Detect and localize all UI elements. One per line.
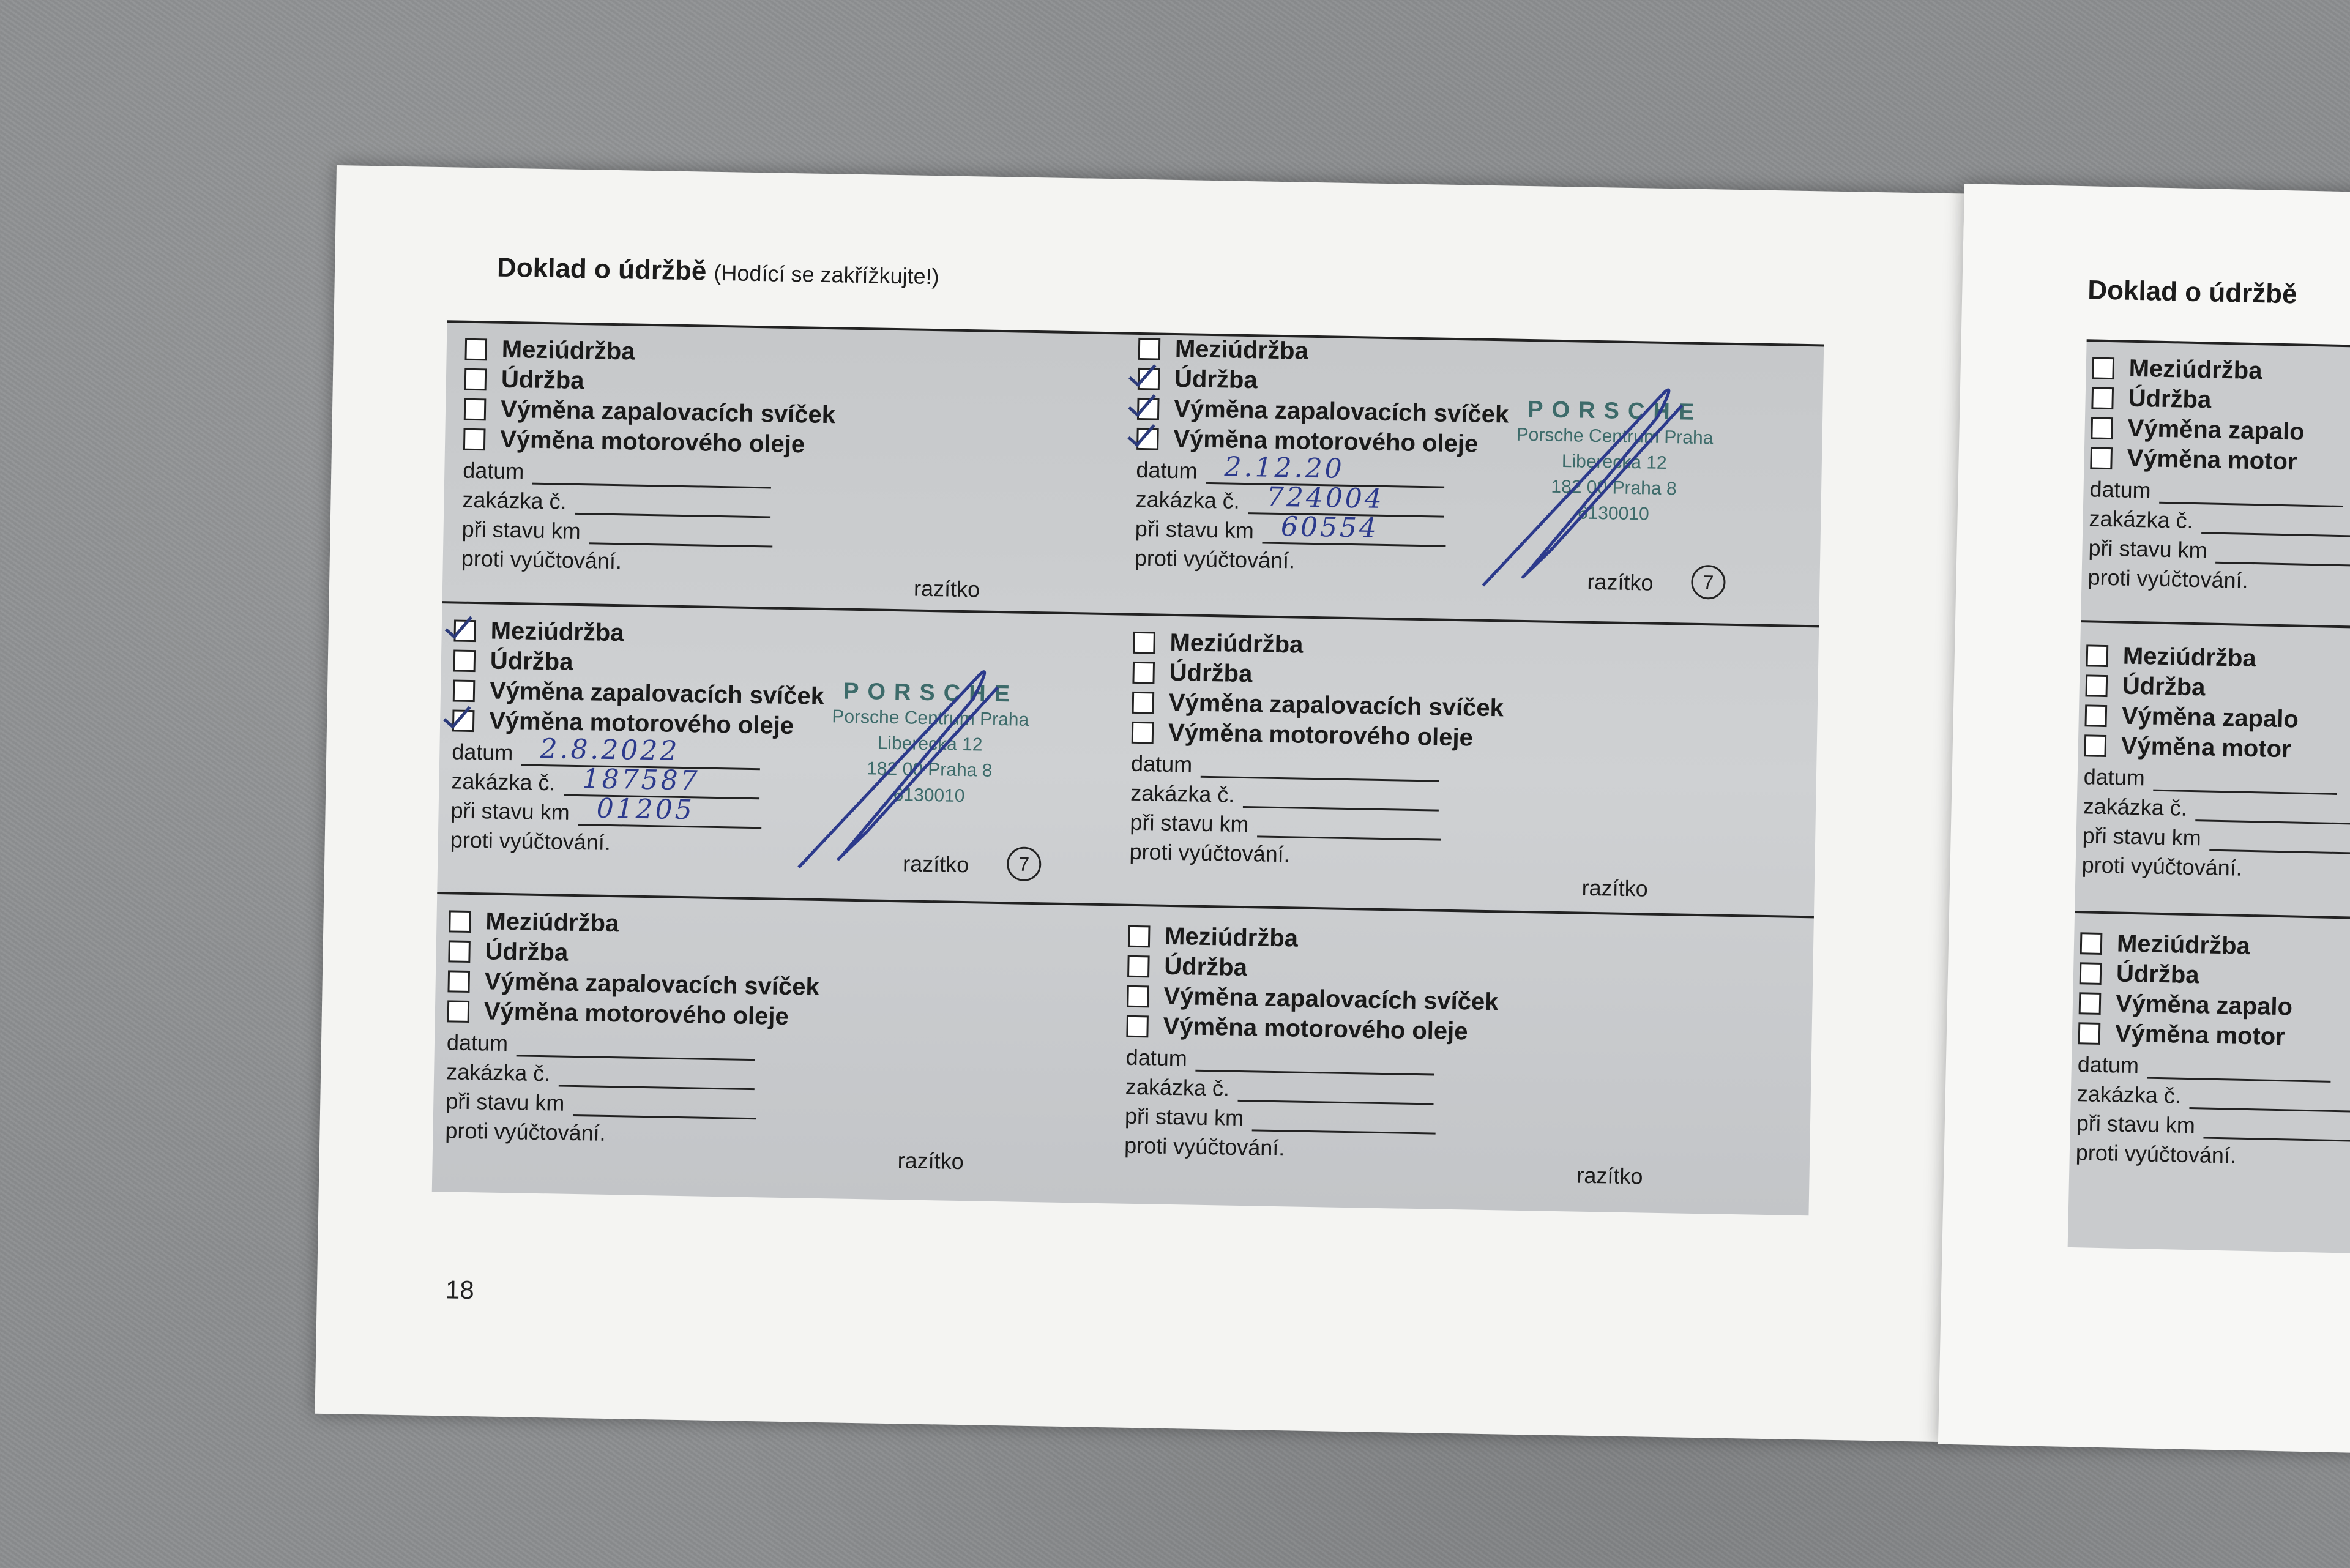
field-input[interactable] xyxy=(1238,1079,1434,1105)
field-label: datum xyxy=(2083,764,2146,791)
checkbox-row[interactable] xyxy=(1128,922,1299,953)
checkbox[interactable] xyxy=(1132,691,1155,714)
checkbox-row[interactable] xyxy=(2080,959,2199,989)
right-maintenance-form xyxy=(2068,339,2350,1255)
field-input[interactable] xyxy=(559,1064,755,1091)
stamp-line3: 182 00 Praha 8 xyxy=(1551,476,1677,499)
field-row xyxy=(446,1088,757,1119)
checkbox[interactable] xyxy=(2091,417,2113,439)
checkbox[interactable] xyxy=(464,398,487,420)
field-label: proti vyúčtování. xyxy=(2081,852,2243,881)
field-row xyxy=(1130,810,1441,841)
checkbox[interactable] xyxy=(2084,704,2107,727)
field-label: datum xyxy=(2089,476,2152,503)
field-label: proti vyúčtování. xyxy=(2075,1140,2237,1168)
handwritten-value: 01205 xyxy=(596,793,695,826)
checkbox[interactable] xyxy=(449,910,471,933)
field-label: datum xyxy=(451,739,513,766)
checkbox[interactable] xyxy=(1132,721,1154,744)
field-row xyxy=(1125,1103,1436,1135)
checkbox-row[interactable] xyxy=(464,335,635,366)
checkbox-row[interactable] xyxy=(1127,952,1247,982)
checkbox-row[interactable] xyxy=(2086,641,2256,673)
field-label: zakázka č. xyxy=(2076,1081,2182,1108)
field-row xyxy=(447,1029,756,1061)
field-row xyxy=(2077,1051,2331,1083)
checkbox-label: Meziúdržba xyxy=(2128,354,2262,385)
field-label: zakázka č. xyxy=(451,768,556,796)
field-label: zakázka č. xyxy=(1125,1073,1230,1101)
checkbox[interactable] xyxy=(2084,734,2106,757)
checkbox-row[interactable] xyxy=(1138,335,1309,365)
checkbox-label: Meziúdržba xyxy=(501,335,635,365)
checkbox-label: Výměna motor xyxy=(2127,444,2297,476)
maintenance-form xyxy=(432,320,1824,1215)
checkbox[interactable] xyxy=(2079,992,2102,1015)
field-row xyxy=(2076,1081,2350,1113)
field-label: při stavu km xyxy=(461,516,581,544)
service-record-block xyxy=(1128,629,1745,908)
field-label: datum xyxy=(446,1029,509,1056)
field-label: proti vyúčtování. xyxy=(2087,564,2249,593)
checkbox-label: Údržba xyxy=(1174,365,1258,394)
field-input[interactable] xyxy=(2195,799,2350,825)
field-label: při stavu km xyxy=(445,1088,565,1116)
field-row xyxy=(445,1118,606,1146)
right-service-record-block xyxy=(2081,641,2350,924)
checkbox-label: Údržba xyxy=(485,938,569,966)
field-label: proti vyúčtování. xyxy=(1124,1132,1285,1161)
field-label: při stavu km xyxy=(2082,823,2202,851)
checkbox-label: Výměna motorového oleje xyxy=(488,707,794,740)
field-row xyxy=(2089,506,2350,537)
stamp-brand: PORSCHE xyxy=(1527,397,1703,426)
field-input[interactable] xyxy=(2209,829,2350,855)
service-record-block xyxy=(444,907,1061,1187)
field-input[interactable] xyxy=(1243,785,1439,812)
stamp-brand: PORSCHE xyxy=(843,678,1019,707)
handwritten-value: 60554 xyxy=(1280,511,1379,544)
handwritten-value: 2.12.20 xyxy=(1224,451,1345,485)
field-input[interactable] xyxy=(1262,511,1446,547)
checkbox-label: Meziúdržba xyxy=(2116,930,2251,960)
field-label: zakázka č. xyxy=(2083,793,2188,821)
field-input[interactable] xyxy=(2189,1086,2350,1113)
checkbox-label: Výměna zapalovacích svíček xyxy=(1163,982,1499,1016)
checkbox-label: Výměna motorového oleje xyxy=(1173,425,1479,458)
signature xyxy=(1477,365,1701,602)
field-row xyxy=(1125,1074,1434,1105)
checkbox[interactable] xyxy=(2078,1022,2101,1045)
checkbox-row[interactable] xyxy=(447,967,819,1001)
right-service-record-block xyxy=(2075,929,2350,1211)
field-label: datum xyxy=(2077,1051,2139,1078)
checkbox[interactable] xyxy=(1132,661,1155,684)
stamp-label: razítko xyxy=(913,575,980,602)
field-input[interactable] xyxy=(2215,541,2350,567)
right-page xyxy=(1938,184,2350,1454)
field-label: zakázka č. xyxy=(462,487,567,514)
field-row xyxy=(2089,476,2343,507)
stamp-line4: 6130010 xyxy=(893,785,965,807)
service-record-block xyxy=(1124,922,1740,1202)
field-label: při stavu km xyxy=(2076,1110,2196,1138)
checkbox-row[interactable] xyxy=(1132,719,1474,752)
checkbox-row[interactable] xyxy=(464,365,584,395)
field-input[interactable] xyxy=(1252,1108,1436,1134)
field-label: zakázka č. xyxy=(1135,486,1240,513)
checkbox-label: Výměna motor xyxy=(2121,732,2292,763)
stamp-label: razítko xyxy=(902,851,969,878)
checkbox-row[interactable] xyxy=(1138,365,1258,394)
field-label: zakázka č. xyxy=(1130,780,1235,807)
field-row xyxy=(2088,535,2350,567)
field-label: zakázka č. xyxy=(2089,506,2194,533)
handwritten-value: 724004 xyxy=(1266,481,1385,515)
checkbox-label: Údržba xyxy=(490,647,573,676)
checkbox-row[interactable] xyxy=(1132,659,1252,688)
page-title xyxy=(497,253,939,291)
field-input[interactable] xyxy=(1257,815,1441,840)
checkbox-label: Výměna motorového oleje xyxy=(1168,719,1474,752)
checked-checkbox[interactable] xyxy=(453,619,476,642)
field-label: datum xyxy=(1136,457,1198,483)
field-row xyxy=(463,458,772,489)
checkbox-row[interactable] xyxy=(448,937,568,966)
checkbox-row[interactable] xyxy=(2078,1019,2286,1051)
field-row xyxy=(1129,839,1290,868)
checkbox-row[interactable] xyxy=(2091,384,2211,414)
checkbox-label: Výměna motorového oleje xyxy=(1163,1012,1468,1045)
checkbox[interactable] xyxy=(447,1000,470,1023)
field-input[interactable] xyxy=(2147,1056,2331,1083)
checkbox[interactable] xyxy=(464,338,487,360)
checkbox-label: Výměna zapalovacích svíček xyxy=(484,968,820,1001)
checkbox-row[interactable] xyxy=(453,616,624,647)
checkbox-row[interactable] xyxy=(2080,929,2251,960)
checkbox[interactable] xyxy=(1138,337,1161,360)
field-row xyxy=(2083,793,2350,825)
service-record-block xyxy=(461,335,1078,615)
field-input[interactable] xyxy=(532,462,772,489)
field-label: zakázka č. xyxy=(446,1059,551,1086)
stamp-label: razítko xyxy=(1576,1162,1643,1189)
stamp-line4: 6130010 xyxy=(1577,502,1649,525)
checked-checkbox[interactable] xyxy=(1138,367,1160,390)
field-input[interactable] xyxy=(2153,769,2337,795)
field-row xyxy=(450,827,611,856)
field-row xyxy=(1125,1045,1434,1076)
field-label: při stavu km xyxy=(2088,535,2208,563)
checkbox-label: Meziúdržba xyxy=(490,617,624,647)
field-label: proti vyúčtování. xyxy=(1129,838,1291,867)
field-input[interactable] xyxy=(2203,1116,2350,1143)
checkbox-row[interactable] xyxy=(464,395,836,430)
circled-number: 7 xyxy=(1007,846,1042,881)
checkbox[interactable] xyxy=(464,368,487,390)
stamp-label: razítko xyxy=(1587,569,1654,595)
checkbox-row[interactable] xyxy=(2092,354,2262,385)
field-row xyxy=(1135,511,1446,547)
checkbox[interactable] xyxy=(2090,447,2113,469)
stamp-label: razítko xyxy=(897,1148,964,1174)
checked-checkbox[interactable] xyxy=(1137,397,1160,420)
field-row xyxy=(2087,564,2248,593)
field-row xyxy=(1135,545,1296,574)
checkbox-row[interactable] xyxy=(453,646,573,676)
field-input[interactable] xyxy=(578,793,762,829)
field-label: při stavu km xyxy=(1124,1103,1244,1131)
field-input[interactable] xyxy=(2159,481,2343,507)
checkbox-label: Výměna motorového oleje xyxy=(483,998,789,1031)
checkbox-row[interactable] xyxy=(1137,395,1509,429)
checkbox-row[interactable] xyxy=(2085,671,2205,701)
field-row xyxy=(446,1059,755,1090)
field-row xyxy=(462,487,771,518)
checkbox-label: Údržba xyxy=(501,365,584,395)
checkbox[interactable] xyxy=(463,428,486,450)
field-label: proti vyúčtování. xyxy=(450,827,611,855)
field-input[interactable] xyxy=(589,521,773,547)
checkbox-label: Výměna zapalovacích svíček xyxy=(489,677,825,711)
handwritten-value: 187587 xyxy=(582,763,701,797)
checkbox-label: Výměna zapalo xyxy=(2115,990,2293,1021)
field-input[interactable] xyxy=(1201,755,1440,782)
checkbox-row[interactable] xyxy=(1127,982,1499,1017)
checkbox-label: Údržba xyxy=(2122,672,2206,701)
checkbox[interactable] xyxy=(1126,1015,1149,1037)
page-title-text: Doklad o údržbě xyxy=(496,252,707,286)
checkbox-label: Výměna motor xyxy=(2114,1020,2286,1051)
checkbox-row[interactable] xyxy=(463,425,805,459)
field-row xyxy=(2075,1140,2236,1168)
field-label: proti vyúčtování. xyxy=(461,545,622,574)
field-label: při stavu km xyxy=(1130,809,1249,837)
checkbox-label: Výměna zapalo xyxy=(2121,702,2299,733)
checkbox[interactable] xyxy=(2080,932,2103,955)
stamp-line2: Liberecká 12 xyxy=(877,733,983,755)
checkbox-row[interactable] xyxy=(2084,731,2291,763)
checked-checkbox[interactable] xyxy=(1136,427,1159,450)
right-service-record-block xyxy=(2087,354,2350,636)
page-subtitle: (Hodící se zakřížkujte!) xyxy=(714,259,939,289)
checkbox-label: Meziúdržba xyxy=(485,908,619,938)
checkbox-row[interactable] xyxy=(1132,689,1504,723)
field-label: datum xyxy=(1125,1044,1188,1071)
checkbox[interactable] xyxy=(2085,674,2108,697)
checkbox-row[interactable] xyxy=(2090,444,2297,476)
field-row xyxy=(2082,823,2350,855)
checkbox-label: Údržba xyxy=(2116,960,2200,989)
signature xyxy=(793,647,1017,883)
field-input[interactable] xyxy=(1195,1049,1434,1076)
stamp-line1: Porsche Centrum Praha xyxy=(1516,424,1714,449)
checkbox[interactable] xyxy=(453,649,476,672)
checkbox-label: Výměna zapalovacích svíček xyxy=(1173,395,1509,428)
field-row xyxy=(461,517,773,548)
checkbox-label: Výměna zapalovacích svíček xyxy=(500,395,836,429)
stamp-line2: Liberecká 12 xyxy=(1561,451,1667,474)
field-row xyxy=(2076,1110,2350,1143)
checkbox-label: Meziúdržba xyxy=(1169,629,1304,659)
field-input[interactable] xyxy=(573,1094,757,1119)
field-label: při stavu km xyxy=(450,797,570,825)
checkbox-row[interactable] xyxy=(449,907,619,938)
checkbox-row[interactable] xyxy=(1126,1012,1468,1046)
checkbox[interactable] xyxy=(1127,985,1149,1007)
checkbox-row[interactable] xyxy=(447,997,789,1031)
form-blocks xyxy=(445,323,1824,1189)
checkbox-label: Údržba xyxy=(1163,952,1248,982)
field-input[interactable] xyxy=(517,1034,756,1061)
stamp-line3: 182 00 Praha 8 xyxy=(866,758,993,781)
handwritten-value: 2.8.2022 xyxy=(540,733,680,767)
checkbox[interactable] xyxy=(2092,357,2114,379)
service-record-block xyxy=(1134,335,1751,614)
checkbox-label: Výměna zapalovacích svíček xyxy=(1168,689,1504,722)
checkbox[interactable] xyxy=(2091,387,2114,409)
checkbox[interactable] xyxy=(1128,925,1151,947)
field-input[interactable] xyxy=(575,492,771,518)
checkbox[interactable] xyxy=(453,679,476,702)
field-label: datum xyxy=(1130,750,1193,777)
checkbox[interactable] xyxy=(2080,962,2102,985)
checkbox-label: Výměna motorového oleje xyxy=(499,425,805,458)
checkbox-label: Údržba xyxy=(2128,384,2212,414)
checkbox-label: Údržba xyxy=(1169,659,1253,688)
checkbox-label: Meziúdržba xyxy=(1164,922,1299,952)
checkbox[interactable] xyxy=(2086,644,2109,667)
field-row xyxy=(1130,780,1439,812)
field-label: proti vyúčtování. xyxy=(445,1118,606,1146)
field-row xyxy=(461,546,622,575)
field-label: datum xyxy=(462,457,524,484)
field-label: při stavu km xyxy=(1135,515,1255,543)
checkbox-label: Výměna zapalo xyxy=(2127,414,2305,446)
field-row xyxy=(2083,764,2337,795)
circled-number: 7 xyxy=(1691,565,1726,600)
checkbox-row[interactable] xyxy=(453,676,825,711)
right-page-title: Doklad o údržbě xyxy=(2087,275,2298,310)
field-row xyxy=(1131,751,1440,782)
stamp-line1: Porsche Centrum Praha xyxy=(832,706,1029,730)
checkbox[interactable] xyxy=(1133,631,1155,654)
stamp-label: razítko xyxy=(1581,875,1649,902)
checkbox-label: Meziúdržba xyxy=(1174,335,1309,365)
checkbox-row[interactable] xyxy=(2079,989,2293,1021)
field-row xyxy=(1124,1133,1285,1162)
checkbox-row[interactable] xyxy=(2091,414,2305,446)
checkbox-row[interactable] xyxy=(2084,701,2299,733)
page-number: 18 xyxy=(445,1275,475,1305)
checkbox[interactable] xyxy=(447,970,470,993)
right-form-blocks xyxy=(2075,342,2350,1168)
field-input[interactable] xyxy=(2201,511,2350,537)
checkbox[interactable] xyxy=(1127,955,1150,977)
checkbox-label: Meziúdržba xyxy=(2122,642,2257,673)
field-row xyxy=(2081,852,2242,881)
field-row xyxy=(450,793,762,829)
checkbox-row[interactable] xyxy=(1133,629,1304,659)
field-label: proti vyúčtování. xyxy=(1134,545,1296,573)
checkbox[interactable] xyxy=(448,940,471,963)
left-page xyxy=(315,165,1964,1442)
checked-checkbox[interactable] xyxy=(452,709,475,732)
service-record-block xyxy=(449,616,1066,896)
